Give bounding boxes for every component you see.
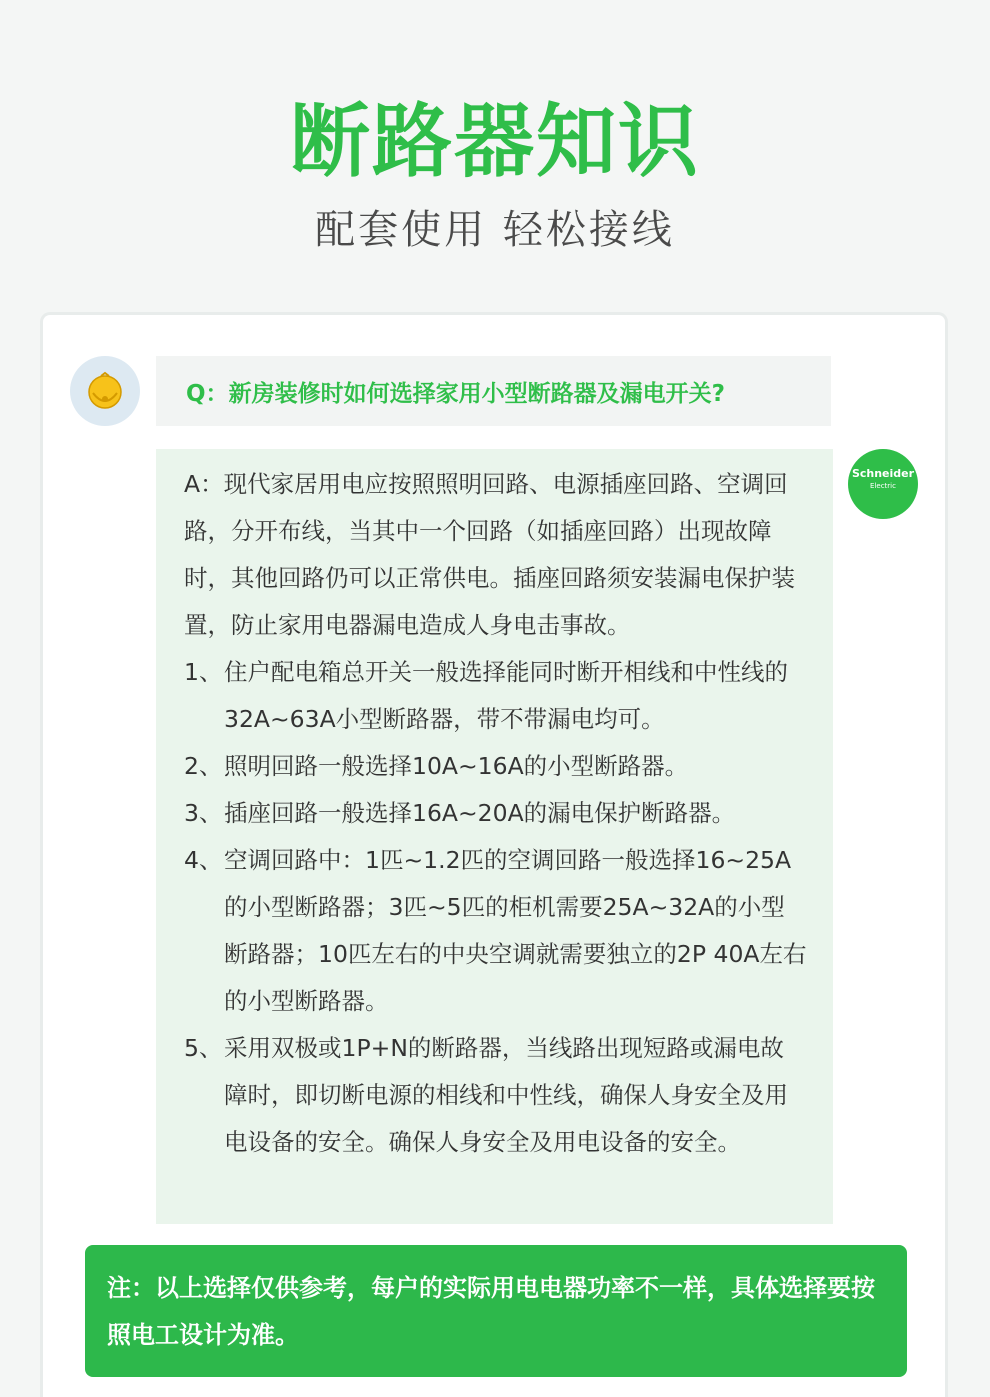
question-prefix: Q： [186,380,229,407]
schneider-logo [848,449,918,519]
answer-intro: A：现代家居用电应按照照明回路、电源插座回路、空调回路，分开布线，当其中一个回路（如插座回路）出现故障时，其他回路仍可以正常供电。插座回路须安装漏电保护装置，防止家用电器漏电造成人身电击事故。 [184,470,795,639]
question-bubble [156,356,831,426]
note-text: 以上选择仅供参考，每户的实际用电电器功率不一样，具体选择要按照电工设计为准。 [107,1274,875,1349]
questioner-avatar [70,356,140,426]
note-banner [85,1245,907,1377]
page-subtitle: 配套使用 轻松接线 [315,207,675,253]
list-item [184,1025,807,1166]
brand-sub: Electric [870,482,896,490]
list-item-number: 3、 [184,799,223,827]
answer-bubble [156,449,833,1224]
list-item-text: 住户配电箱总开关一般选择能同时断开相线和中性线的32A~63A小型断路器，带不带漏电均可。 [224,658,788,733]
bell-icon [83,369,127,413]
brand-name: Schneider [851,467,915,480]
question-text: 新房装修时如何选择家用小型断路器及漏电开关? [228,380,725,407]
list-item-text: 插座回路一般选择16A~20A的漏电保护断路器。 [224,799,736,827]
list-item [184,837,807,1025]
list-item [184,649,807,743]
note-label: 注： [107,1274,155,1302]
list-item-number: 4、 [184,846,223,874]
list-item-text: 空调回路中：1匹~1.2匹的空调回路一般选择16~25A的小型断路器；3匹~5匹的柜机需要25A~32A的小型断路器；10匹左右的中央空调就需要独立的2P 40A左右的小型断路器。 [224,846,807,1015]
list-item-number: 1、 [184,658,223,686]
list-item-text: 照明回路一般选择10A~16A的小型断路器。 [224,752,689,780]
list-item [184,743,807,790]
list-item [184,790,807,837]
list-item-number: 5、 [184,1034,223,1062]
list-item-number: 2、 [184,752,223,780]
list-item-text: 采用双极或1P+N的断路器，当线路出现短路或漏电故障时，即切断电源的相线和中性线，确保人身安全及用电设备的安全。确保人身安全及用电设备的安全。 [224,1034,788,1156]
page-title: 断路器知识 [290,95,700,188]
